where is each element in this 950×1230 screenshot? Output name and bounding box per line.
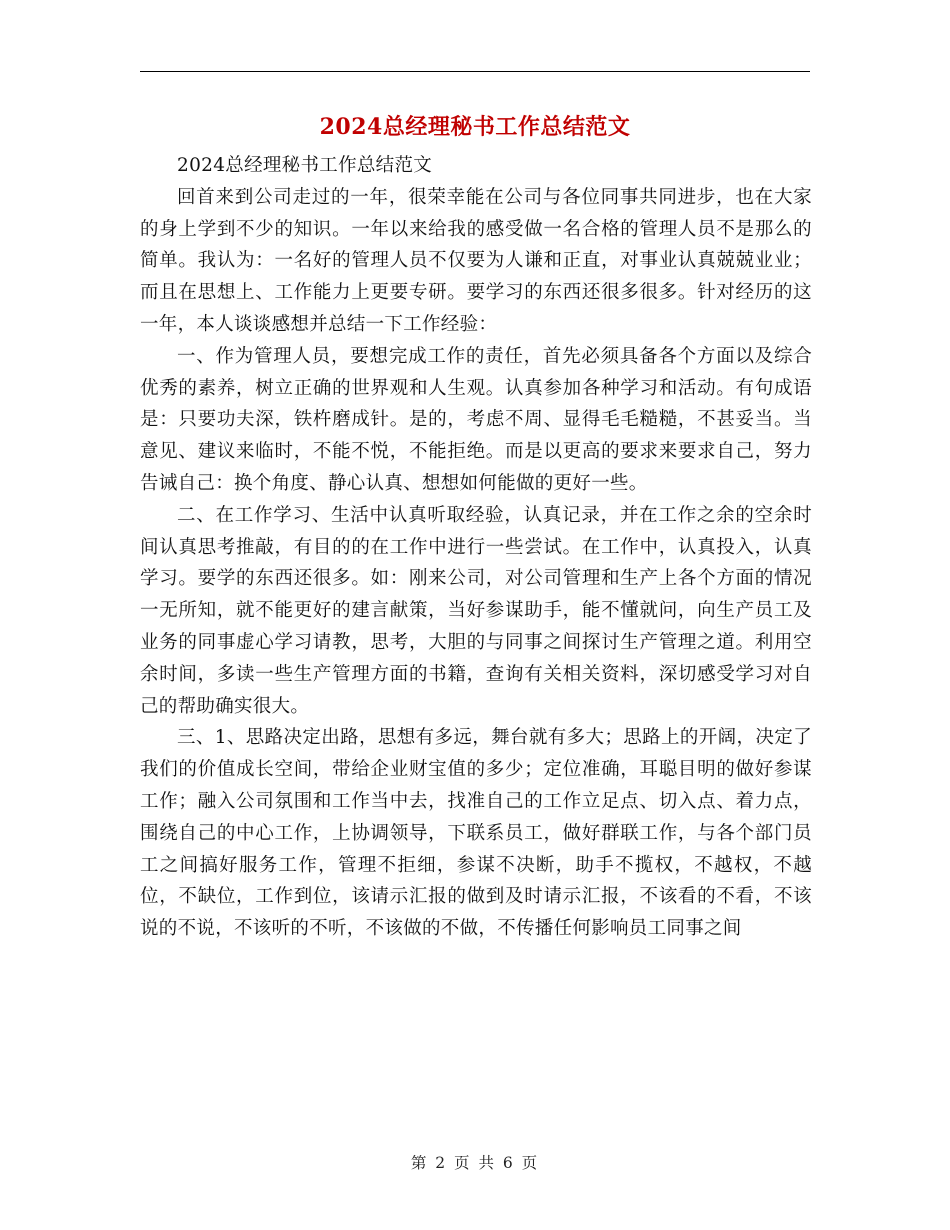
page-title: 2024总经理秘书工作总结范文: [319, 114, 631, 140]
paragraph-subtitle: 2024总经理秘书工作总结范文: [177, 155, 433, 176]
header-rule: [140, 71, 810, 72]
paragraph-section-1: 一、作为管理人员，要想完成工作的责任，首先必须具备各个方面以及综合优秀的素养，树立正确的世界观和人生观。认真参加各种学习和活动。有句成语是：只要功夫深，铁杵磨成针。是的，考虑不周、显得毛毛糙糙，不甚妥当。当意见、建议来临时，不能不悦，不能拒绝。而是以更高的要求来要求自己，努力告诫自己：换个角度、静心认真、想想如何能做的更好一些。: [140, 345, 812, 494]
page-number: 第 2 页 共 6 页: [410, 1154, 540, 1172]
paragraph-section-2: 二、在工作学习、生活中认真听取经验，认真记录，并在工作之余的空余时间认真思考推敲，有目的的在工作中进行一些尝试。在工作中，认真投入，认真学习。要学的东西还很多。如：刚来公司，对公司管理和生产上各个方面的情况一无所知，就不能更好的建言献策，当好参谋助手，能不懂就问，向生产员工及业务的同事虚心学习请教，思考，大胆的与同事之间探讨生产管理之道。利用空余时间，多读一些生产管理方面的书籍，查询有关相关资料，深切感受学习对自己的帮助确实很大。: [140, 504, 812, 717]
document-body: [140, 150, 812, 945]
paragraph-section-3: 三、1、思路决定出路，思想有多远，舞台就有多大；思路上的开阔，决定了我们的价值成长空间，带给企业财宝值的多少；定位准确，耳聪目明的做好参谋工作；融入公司氛围和工作当中去，找准自己的工作立足点、切入点、着力点，围绕自己的中心工作，上协调领导，下联系员工，做好群联工作，与各个部门员工之间搞好服务工作，管理不拒细，参谋不决断，助手不揽权，不越权，不越位，不缺位，工作到位，该请示汇报的做到及时请示汇报，不该看的不看，不该说的不说，不该听的不听，不该做的不做，不传播任何影响员工同事之间: [140, 727, 812, 940]
paragraph-intro: 回首来到公司走过的一年，很荣幸能在公司与各位同事共同进步，也在大家的身上学到不少的知识。一年以来给我的感受做一名合格的管理人员不是那么的简单。我认为：一名好的管理人员不仅要为人谦和正直，对事业认真兢兢业业；而且在思想上、工作能力上更要专研。要学习的东西还很多很多。针对经历的这一年，本人谈谈感想并总结一下工作经验：: [140, 186, 812, 335]
